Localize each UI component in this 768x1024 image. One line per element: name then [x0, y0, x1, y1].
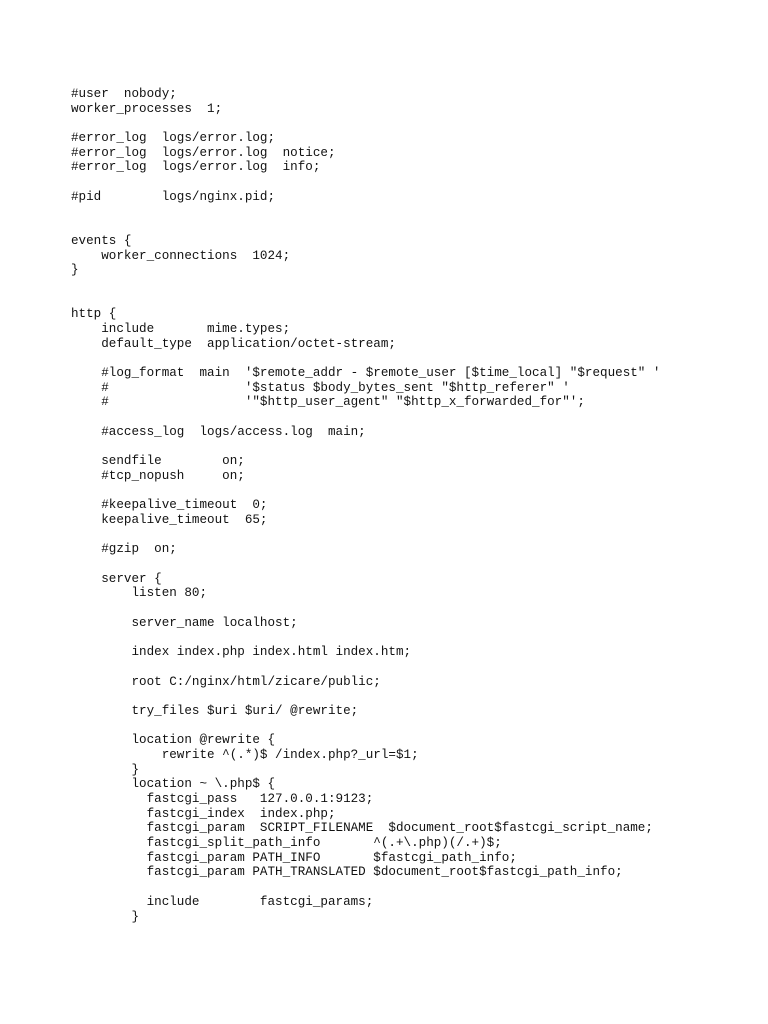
- code-line: [71, 351, 660, 366]
- code-line: [71, 293, 660, 308]
- code-line: root C:/nginx/html/zicare/public;: [71, 674, 381, 689]
- code-line: #gzip on;: [71, 542, 177, 557]
- code-line: index index.php index.html index.htm;: [71, 645, 412, 660]
- code-line: #keepalive_timeout 0;: [71, 498, 268, 513]
- code-line: [71, 660, 660, 675]
- code-line: fastcgi_split_path_info ^(.+\.php)(/.+)$;: [71, 836, 502, 851]
- code-line: #error_log logs/error.log info;: [71, 160, 321, 175]
- code-line: fastcgi_param PATH_TRANSLATED $document_root$fastcgi_path_info;: [71, 865, 623, 880]
- code-line: [71, 630, 660, 645]
- code-line: include mime.types;: [71, 322, 291, 336]
- code-line: listen 80;: [71, 586, 208, 601]
- code-line: [71, 440, 660, 455]
- code-line: include fastcgi_params;: [71, 894, 374, 909]
- nginx-config-text: [71, 87, 660, 924]
- code-line: http {: [71, 307, 117, 322]
- code-line: }: [71, 263, 79, 278]
- code-line: fastcgi_pass 127.0.0.1:9123;: [71, 792, 374, 806]
- code-line: [71, 116, 660, 131]
- code-line: sendfile on;: [71, 454, 245, 469]
- code-line: rewrite ^(.*)$ /index.php?_url=$1;: [71, 747, 419, 762]
- code-line: [71, 205, 660, 220]
- code-line: [71, 410, 660, 425]
- code-line: #tcp_nopush on;: [71, 468, 245, 483]
- code-line: location @rewrite {: [71, 733, 276, 748]
- code-line: [71, 175, 660, 190]
- code-line: }: [71, 909, 140, 924]
- code-line: [71, 719, 660, 734]
- code-line: # '"$http_user_agent" "$http_x_forwarded_for"';: [71, 395, 585, 410]
- code-line: fastcgi_param SCRIPT_FILENAME $document_root$fastcgi_script_name;: [71, 821, 653, 836]
- code-line: [71, 689, 660, 704]
- code-line: #error_log logs/error.log notice;: [71, 145, 336, 160]
- code-line: default_type application/octet-stream;: [71, 336, 396, 351]
- code-line: [71, 219, 660, 234]
- code-line: #error_log logs/error.log;: [71, 131, 276, 146]
- code-line: [71, 278, 660, 293]
- code-line: #log_format main '$remote_addr - $remote_user [$time_local] "$request" ': [71, 366, 661, 381]
- code-line: worker_connections 1024;: [71, 248, 291, 263]
- code-line: worker_processes 1;: [71, 101, 223, 116]
- code-line: #user nobody;: [71, 87, 177, 101]
- code-line: fastcgi_param PATH_INFO $fastcgi_path_info;: [71, 850, 517, 865]
- code-line: #access_log logs/access.log main;: [71, 424, 366, 439]
- code-line: server_name localhost;: [71, 615, 298, 630]
- code-line: [71, 557, 660, 572]
- code-line: location ~ \.php$ {: [71, 777, 276, 792]
- code-line: keepalive_timeout 65;: [71, 512, 268, 527]
- code-line: fastcgi_index index.php;: [71, 806, 336, 821]
- code-line: [71, 528, 660, 543]
- code-line: #pid logs/nginx.pid;: [71, 189, 276, 204]
- code-line: [71, 880, 660, 895]
- code-line: [71, 601, 660, 616]
- code-line: try_files $uri $uri/ @rewrite;: [71, 703, 359, 718]
- code-line: # '$status $body_bytes_sent "$http_referer" ': [71, 380, 570, 395]
- code-line: server {: [71, 571, 162, 586]
- code-line: }: [71, 762, 140, 777]
- code-line: [71, 484, 660, 499]
- code-line: events {: [71, 233, 132, 248]
